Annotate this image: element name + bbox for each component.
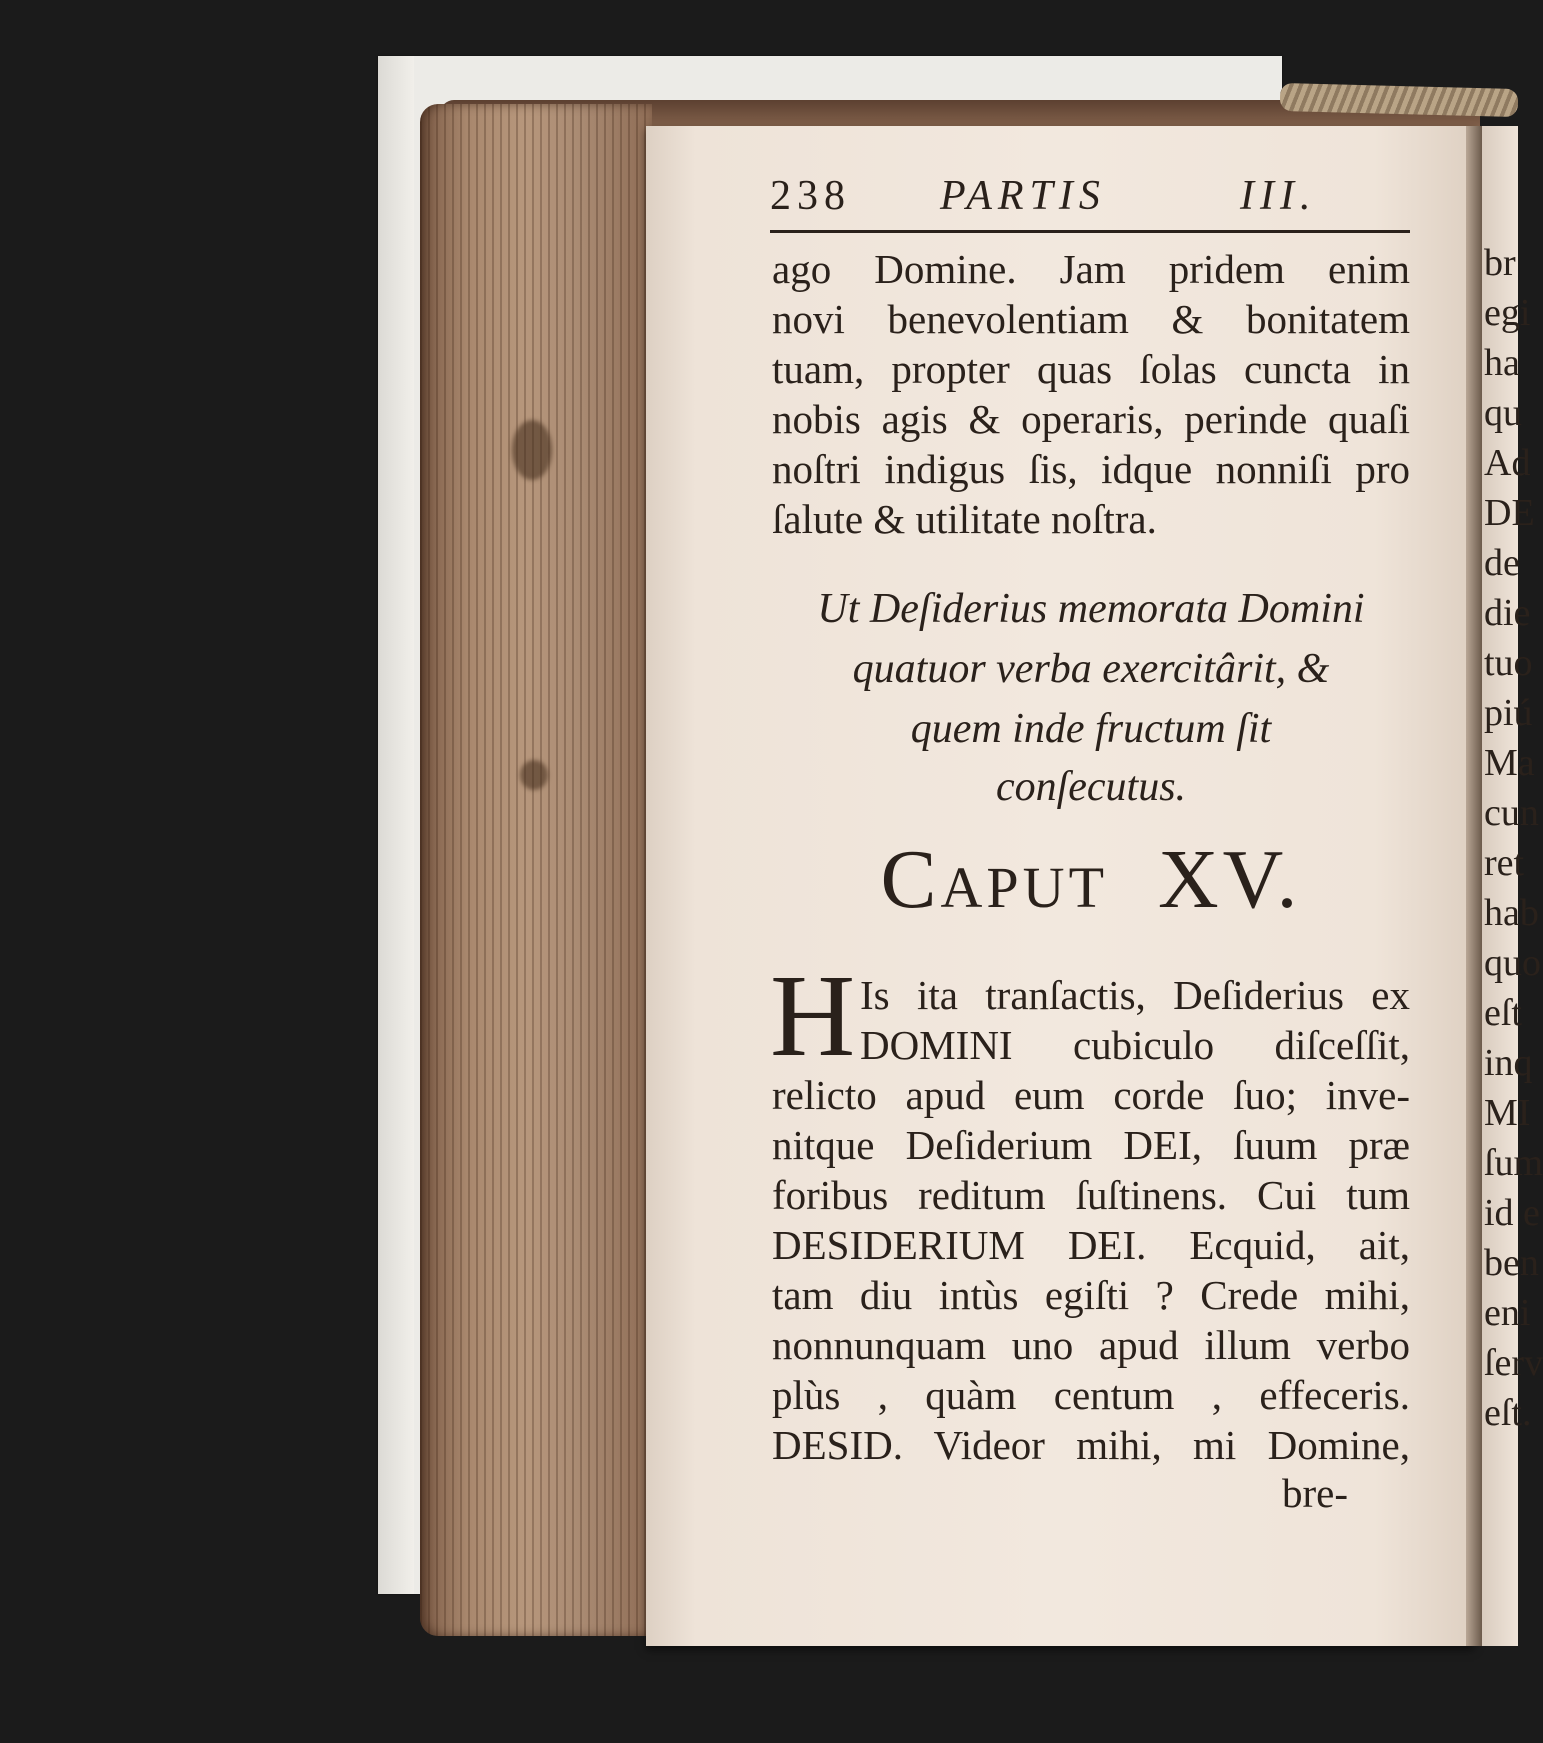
facing-fragment: tuo: [1484, 642, 1533, 684]
facing-fragment: ha: [1484, 342, 1520, 384]
body-line: DOMINI cubiculo diſceſſit,: [860, 1022, 1410, 1068]
chapter-subtitle-line: quem inde fructum ſit: [910, 706, 1272, 752]
book-gutter: [1466, 126, 1482, 1646]
facing-fragment: qu: [1484, 392, 1522, 434]
facing-fragment: ben: [1484, 1242, 1539, 1284]
catchword: bre-: [1282, 1470, 1349, 1516]
part-number: III.: [1240, 173, 1317, 219]
facing-fragment: ſum: [1484, 1142, 1543, 1184]
body-line: plùs , quàm centum , effeceris.: [772, 1372, 1410, 1418]
body-line: foribus reditum ſuſtinens. Cui tum: [772, 1172, 1410, 1218]
body-line: Is ita tranſactis, Deſiderius ex: [860, 972, 1410, 1018]
body-line: tuam, propter quas ſolas cuncta in: [772, 346, 1410, 392]
chapter-numeral: XV.: [1158, 833, 1302, 926]
facing-fragment: id e: [1484, 1192, 1540, 1234]
header-rule: [770, 230, 1410, 233]
body-line: tam diu intùs egiſti ? Crede mihi,: [772, 1272, 1410, 1318]
body-line: ſalute & utilitate noſtra.: [772, 496, 1157, 542]
page-block-fore-edge: [420, 104, 652, 1636]
caput-initial: C: [880, 833, 941, 926]
running-head: [770, 172, 1410, 220]
facing-fragment: Ma: [1484, 742, 1535, 784]
facing-fragment: eſt: [1484, 992, 1522, 1034]
facing-fragment: die: [1484, 592, 1531, 634]
body-line: ago Domine. Jam pridem enim: [772, 246, 1410, 292]
facing-fragment: quo: [1484, 942, 1541, 984]
facing-fragment: hab: [1484, 892, 1539, 934]
facing-fragment: egi: [1484, 292, 1531, 334]
facing-fragment: Ad: [1484, 442, 1531, 484]
facing-fragment: eſt.: [1484, 1392, 1532, 1434]
caput-final: T: [1068, 855, 1108, 920]
facing-fragment: MI: [1484, 1092, 1531, 1134]
edge-stain: [512, 420, 552, 480]
drop-cap: H: [770, 950, 856, 1081]
facing-fragment: inq: [1484, 1042, 1533, 1084]
body-line: nonnunquam uno apud illum verbo: [772, 1322, 1410, 1368]
part-title: PARTIS: [940, 173, 1106, 219]
facing-fragment: piú: [1484, 692, 1533, 734]
body-line: nobis agis & operaris, perinde quaſi: [772, 396, 1410, 442]
chapter-subtitle-line: conſecutus.: [995, 764, 1187, 810]
body-line: relicto apud eum corde ſuo; inve-: [772, 1072, 1410, 1118]
body-line: nitque Deſiderium DEI, ſuum præ: [772, 1122, 1410, 1168]
body-line: novi benevolentiam & bonitatem: [772, 296, 1410, 342]
card-edge: [378, 56, 414, 1594]
caput-small-caps: APU: [940, 855, 1069, 920]
facing-fragment: br: [1484, 242, 1516, 284]
facing-fragment: ſerv: [1484, 1342, 1543, 1384]
body-line: DESIDERIUM DEI. Ecquid, ait,: [772, 1222, 1410, 1268]
facing-fragment: cun: [1484, 792, 1539, 834]
chapter-subtitle-line: Ut Deſiderius memorata Domini: [817, 586, 1365, 632]
chapter-heading: [772, 830, 1410, 938]
edge-stain: [520, 760, 548, 790]
body-line: noſtri indigus ſis, idque nonniſi pro: [772, 446, 1410, 492]
facing-fragment: ret: [1484, 842, 1525, 884]
body-line: DESID. Videor mihi, mi Domine,: [772, 1422, 1410, 1468]
page-number: 238: [770, 173, 851, 219]
facing-fragment: eni: [1484, 1292, 1531, 1334]
facing-fragment: DE: [1484, 492, 1535, 534]
chapter-subtitle-line: quatuor verba exercitârit, &: [852, 646, 1330, 692]
facing-fragment: de: [1484, 542, 1520, 584]
